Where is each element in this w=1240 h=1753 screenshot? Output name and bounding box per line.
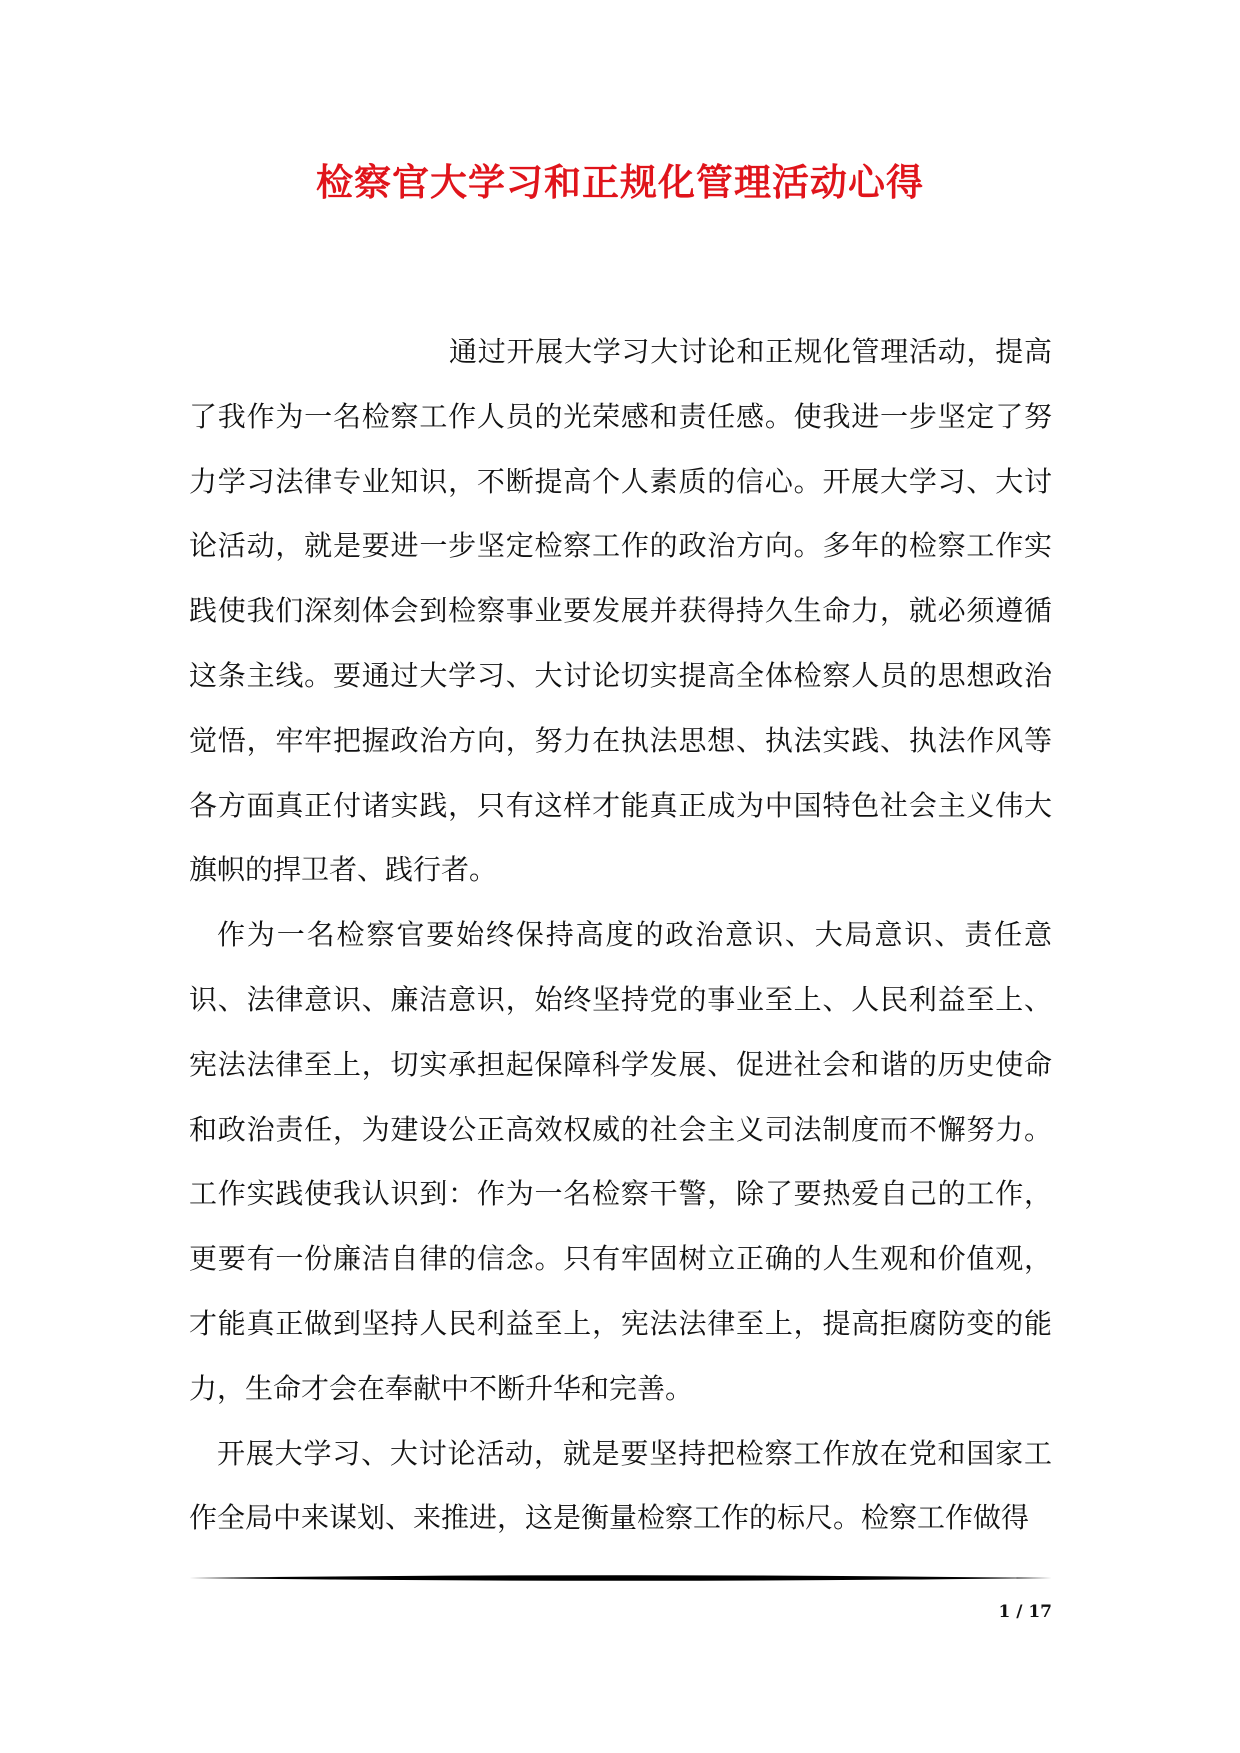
document-title: 检察官大学习和正规化管理活动心得 xyxy=(316,160,924,204)
footer-divider xyxy=(189,1574,1052,1582)
paragraph-3: 开展大学习、大讨论活动，就是要坚持把检察工作放在党和国家工作全局中来谋划、来推进，这是衡量检察工作的标尺。检察工作做得 xyxy=(189,1436,1052,1535)
document-body xyxy=(189,320,1052,1551)
paragraph-2: 作为一名检察官要始终保持高度的政治意识、大局意识、责任意识、法律意识、廉洁意识，始终坚持党的事业至上、人民利益至上、宪法法律至上，切实承担起保障科学发展、促进社会和谐的历史使命和政治责任，为建设公正高效权威的社会主义司法制度而不懈努力。工作实践使我认识到：作为一名检察干警，除了要热爱自己的工作，更要有一份廉洁自律的信念。只有牢固树立正确的人生观和价值观，才能真正做到坚持人民利益至上，宪法法律至上，提高拒腐防变的能力，生命才会在奉献中不断升华和完善。 xyxy=(189,918,1052,1405)
paragraph-1: 通过开展大学习大讨论和正规化管理活动，提高了我作为一名检察工作人员的光荣感和责任感。使我进一步坚定了努力学习法律专业知识，不断提高个人素质的信心。开展大学习、大讨论活动，就是要进一步坚定检察工作的政治方向。多年的检察工作实践使我们深刻体会到检察事业要发展并获得持久生命力，就必须遵循这条主线。要通过大学习、大讨论切实提高全体检察人员的思想政治觉悟，牢牢把握政治方向，努力在执法思想、执法实践、执法作风等各方面真正付诸实践，只有这样才能真正成为中国特色社会主义伟大旗帜的捍卫者、践行者。 xyxy=(189,335,1052,887)
page-number: 1 / 17 xyxy=(998,1602,1052,1622)
